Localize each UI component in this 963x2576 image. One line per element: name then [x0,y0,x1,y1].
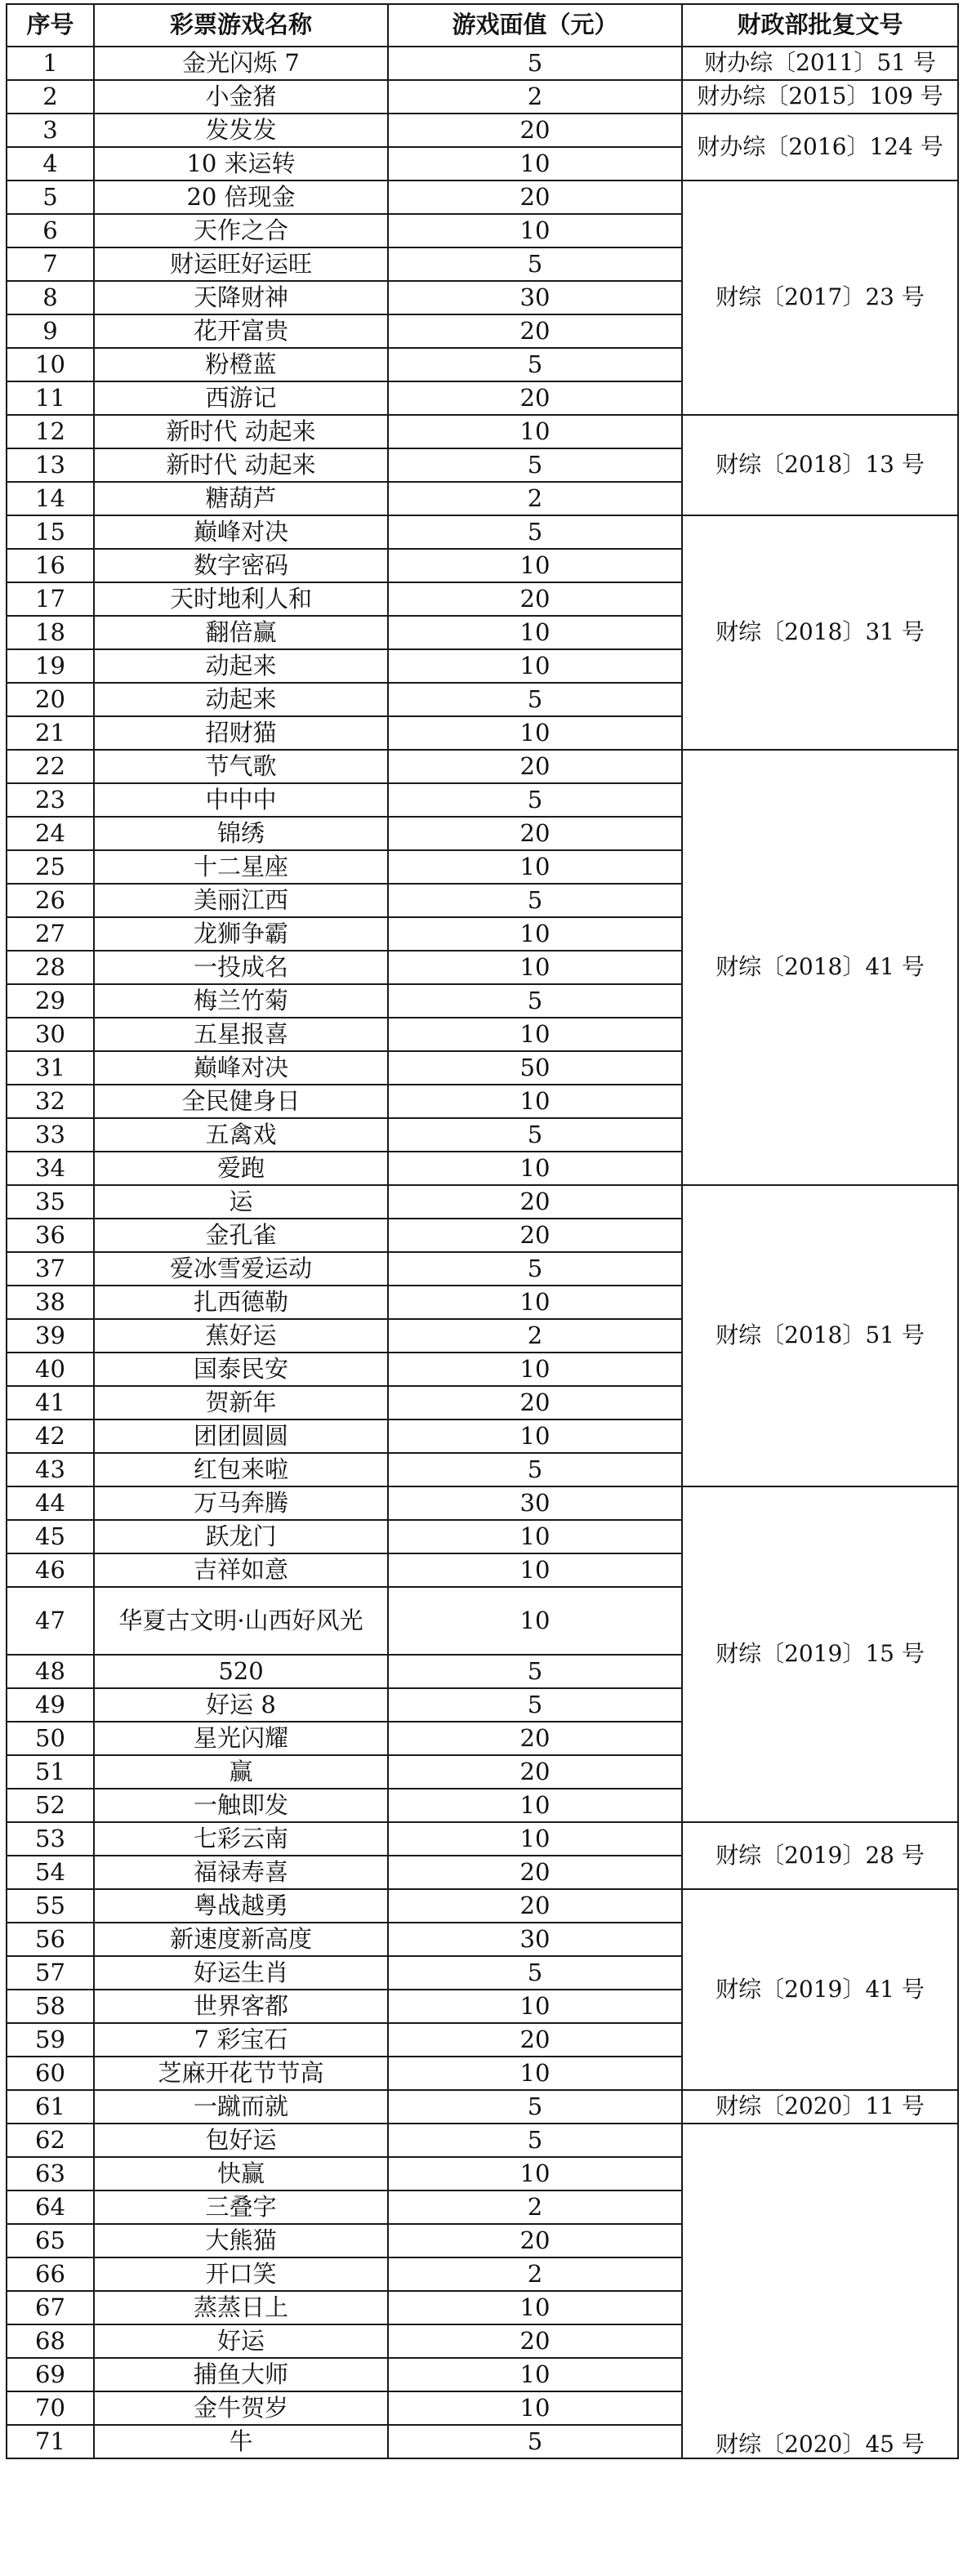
cell-face-value: 2 [388,2257,682,2291]
cell-game-name: 五星报喜 [94,1018,388,1051]
cell-game-name: 七彩云南 [94,1822,388,1856]
cell-game-name: 华夏古文明·山西好风光 [94,1587,388,1655]
cell-game-name: 天时地利人和 [94,582,388,616]
cell-serial-number: 40 [7,1353,94,1386]
cell-face-value: 10 [388,1587,682,1655]
cell-face-value: 20 [388,1755,682,1789]
cell-approval-document: 财综〔2020〕45 号 [682,2124,958,2458]
cell-game-name: 扎西德勒 [94,1286,388,1319]
cell-serial-number: 63 [7,2157,94,2190]
cell-face-value: 2 [388,482,682,515]
cell-face-value: 5 [388,2090,682,2124]
cell-face-value: 10 [388,1520,682,1553]
table-header [7,4,958,47]
cell-face-value: 20 [388,1219,682,1252]
cell-game-name: 团团圆圆 [94,1419,388,1453]
cell-serial-number: 16 [7,549,94,582]
cell-serial-number: 53 [7,1822,94,1856]
cell-face-value: 5 [388,448,682,482]
cell-game-name: 锦绣 [94,817,388,850]
cell-game-name: 粤战越勇 [94,1889,388,1923]
cell-game-name: 新速度新高度 [94,1923,388,1956]
cell-game-name: 运 [94,1185,388,1219]
cell-game-name: 巅峰对决 [94,1051,388,1085]
table-row [7,80,958,114]
cell-approval-document: 财综〔2019〕41 号 [682,1889,958,2090]
cell-serial-number: 44 [7,1486,94,1520]
cell-serial-number: 49 [7,1688,94,1722]
cell-face-value: 20 [388,381,682,415]
cell-serial-number: 13 [7,448,94,482]
cell-game-name: 万马奔腾 [94,1486,388,1520]
cell-face-value: 10 [388,649,682,683]
cell-game-name: 发发发 [94,114,388,147]
cell-game-name: 好运 [94,2324,388,2358]
cell-serial-number: 12 [7,415,94,448]
cell-game-name: 五禽戏 [94,1118,388,1152]
cell-serial-number: 3 [7,114,94,147]
cell-face-value: 5 [388,2425,682,2458]
cell-face-value: 10 [388,616,682,649]
cell-approval-document: 财综〔2019〕28 号 [682,1822,958,1889]
cell-game-name: 牛 [94,2425,388,2458]
cell-serial-number: 70 [7,2391,94,2425]
cell-game-name: 福禄寿喜 [94,1856,388,1889]
cell-face-value: 10 [388,2358,682,2391]
cell-serial-number: 56 [7,1923,94,1956]
cell-game-name: 好运 8 [94,1688,388,1722]
cell-game-name: 10 来运转 [94,147,388,180]
cell-serial-number: 66 [7,2257,94,2291]
cell-face-value: 30 [388,281,682,314]
cell-face-value: 10 [388,1990,682,2023]
table-row [7,750,958,783]
cell-face-value: 20 [388,2324,682,2358]
cell-serial-number: 10 [7,348,94,381]
cell-face-value: 10 [388,1822,682,1856]
header-row [7,4,958,47]
cell-game-name: 财运旺好运旺 [94,247,388,281]
cell-face-value: 50 [388,1051,682,1085]
cell-face-value: 10 [388,1789,682,1822]
cell-face-value: 10 [388,850,682,884]
cell-serial-number: 26 [7,884,94,917]
cell-serial-number: 28 [7,951,94,984]
cell-game-name: 好运生肖 [94,1956,388,1990]
lottery-games-table [6,3,959,2459]
table-body [7,47,958,2458]
cell-face-value: 30 [388,1923,682,1956]
cell-face-value: 10 [388,1286,682,1319]
cell-face-value: 5 [388,47,682,80]
cell-face-value: 10 [388,2157,682,2190]
cell-approval-document: 财办综〔2015〕109 号 [682,80,958,114]
cell-face-value: 10 [388,1018,682,1051]
table-row [7,180,958,214]
cell-face-value: 10 [388,1085,682,1118]
cell-game-name: 世界客都 [94,1990,388,2023]
cell-face-value: 10 [388,951,682,984]
cell-game-name: 国泰民安 [94,1353,388,1386]
cell-face-value: 5 [388,1252,682,1286]
table-row [7,1889,958,1923]
cell-serial-number: 54 [7,1856,94,1889]
cell-serial-number: 11 [7,381,94,415]
cell-approval-document: 财综〔2020〕11 号 [682,2090,958,2124]
cell-game-name: 爱冰雪爱运动 [94,1252,388,1286]
cell-serial-number: 62 [7,2124,94,2157]
cell-serial-number: 39 [7,1319,94,1353]
cell-face-value: 2 [388,80,682,114]
cell-face-value: 10 [388,214,682,247]
cell-serial-number: 69 [7,2358,94,2391]
cell-game-name: 开口笑 [94,2257,388,2291]
cell-face-value: 20 [388,1386,682,1419]
cell-game-name: 龙狮争霸 [94,917,388,951]
cell-serial-number: 52 [7,1789,94,1822]
cell-serial-number: 41 [7,1386,94,1419]
cell-game-name: 中中中 [94,783,388,817]
cell-serial-number: 59 [7,2023,94,2057]
cell-game-name: 花开富贵 [94,314,388,348]
cell-face-value: 2 [388,1319,682,1353]
cell-game-name: 十二星座 [94,850,388,884]
cell-approval-document: 财办综〔2011〕51 号 [682,47,958,80]
cell-serial-number: 29 [7,984,94,1018]
cell-game-name: 贺新年 [94,1386,388,1419]
cell-serial-number: 68 [7,2324,94,2358]
cell-face-value: 10 [388,549,682,582]
cell-face-value: 10 [388,2391,682,2425]
cell-game-name: 巅峰对决 [94,515,388,549]
header-face-value: 游戏面值（元） [388,4,682,47]
cell-serial-number: 17 [7,582,94,616]
cell-serial-number: 51 [7,1755,94,1789]
cell-game-name: 粉橙蓝 [94,348,388,381]
cell-game-name: 一投成名 [94,951,388,984]
cell-game-name: 赢 [94,1755,388,1789]
cell-game-name: 翻倍赢 [94,616,388,649]
cell-game-name: 芝麻开花节节高 [94,2057,388,2090]
cell-game-name: 天作之合 [94,214,388,247]
cell-serial-number: 34 [7,1152,94,1185]
cell-face-value: 5 [388,683,682,716]
cell-game-name: 吉祥如意 [94,1553,388,1587]
cell-approval-document: 财综〔2018〕51 号 [682,1185,958,1486]
cell-game-name: 跃龙门 [94,1520,388,1553]
cell-serial-number: 43 [7,1453,94,1486]
table-row [7,114,958,147]
cell-face-value: 10 [388,1353,682,1386]
cell-game-name: 金光闪烁 7 [94,47,388,80]
cell-serial-number: 30 [7,1018,94,1051]
cell-serial-number: 2 [7,80,94,114]
cell-game-name: 招财猫 [94,716,388,750]
cell-face-value: 20 [388,1856,682,1889]
cell-serial-number: 22 [7,750,94,783]
cell-serial-number: 55 [7,1889,94,1923]
cell-serial-number: 31 [7,1051,94,1085]
table-row [7,2090,958,2124]
cell-game-name: 星光闪耀 [94,1722,388,1755]
cell-serial-number: 19 [7,649,94,683]
cell-game-name: 全民健身日 [94,1085,388,1118]
cell-game-name: 大熊猫 [94,2224,388,2257]
lottery-table-container [6,3,957,2459]
cell-serial-number: 24 [7,817,94,850]
cell-game-name: 金牛贺岁 [94,2391,388,2425]
cell-face-value: 5 [388,1688,682,1722]
cell-face-value: 10 [388,1553,682,1587]
cell-game-name: 蒸蒸日上 [94,2291,388,2324]
table-row [7,47,958,80]
cell-serial-number: 21 [7,716,94,750]
cell-serial-number: 46 [7,1553,94,1587]
cell-game-name: 快赢 [94,2157,388,2190]
cell-face-value: 30 [388,1486,682,1520]
cell-face-value: 20 [388,1722,682,1755]
cell-face-value: 5 [388,515,682,549]
cell-face-value: 20 [388,180,682,214]
cell-serial-number: 37 [7,1252,94,1286]
cell-face-value: 20 [388,314,682,348]
cell-serial-number: 36 [7,1219,94,1252]
cell-face-value: 10 [388,147,682,180]
cell-face-value: 20 [388,582,682,616]
cell-face-value: 20 [388,1185,682,1219]
table-row [7,1185,958,1219]
cell-serial-number: 48 [7,1655,94,1688]
cell-game-name: 节气歌 [94,750,388,783]
cell-face-value: 20 [388,750,682,783]
cell-approval-document: 财综〔2018〕31 号 [682,515,958,750]
cell-face-value: 20 [388,114,682,147]
table-row [7,1486,958,1520]
cell-serial-number: 32 [7,1085,94,1118]
cell-face-value: 5 [388,783,682,817]
cell-serial-number: 27 [7,917,94,951]
cell-serial-number: 61 [7,2090,94,2124]
cell-serial-number: 20 [7,683,94,716]
cell-serial-number: 33 [7,1118,94,1152]
cell-game-name: 美丽江西 [94,884,388,917]
cell-game-name: 动起来 [94,683,388,716]
cell-game-name: 7 彩宝石 [94,2023,388,2057]
cell-face-value: 10 [388,917,682,951]
header-approval-document: 财政部批复文号 [682,4,958,47]
cell-approval-document: 财综〔2017〕23 号 [682,180,958,415]
cell-serial-number: 47 [7,1587,94,1655]
cell-game-name: 天降财神 [94,281,388,314]
cell-approval-document: 财综〔2018〕41 号 [682,750,958,1185]
cell-serial-number: 42 [7,1419,94,1453]
cell-serial-number: 60 [7,2057,94,2090]
cell-game-name: 新时代 动起来 [94,448,388,482]
cell-face-value: 20 [388,2023,682,2057]
cell-face-value: 5 [388,2124,682,2157]
cell-face-value: 5 [388,984,682,1018]
cell-face-value: 5 [388,884,682,917]
cell-game-name: 糖葫芦 [94,482,388,515]
cell-serial-number: 45 [7,1520,94,1553]
cell-face-value: 10 [388,716,682,750]
cell-game-name: 新时代 动起来 [94,415,388,448]
cell-serial-number: 38 [7,1286,94,1319]
cell-face-value: 20 [388,2224,682,2257]
cell-game-name: 西游记 [94,381,388,415]
cell-face-value: 5 [388,1118,682,1152]
cell-game-name: 包好运 [94,2124,388,2157]
cell-game-name: 数字密码 [94,549,388,582]
cell-game-name: 20 倍现金 [94,180,388,214]
header-serial-number: 序号 [7,4,94,47]
cell-serial-number: 23 [7,783,94,817]
table-row [7,2124,958,2157]
cell-serial-number: 65 [7,2224,94,2257]
cell-serial-number: 57 [7,1956,94,1990]
cell-serial-number: 9 [7,314,94,348]
cell-face-value: 20 [388,817,682,850]
cell-approval-document: 财办综〔2016〕124 号 [682,114,958,180]
cell-serial-number: 50 [7,1722,94,1755]
cell-approval-document: 财综〔2019〕15 号 [682,1486,958,1822]
cell-face-value: 5 [388,1655,682,1688]
cell-face-value: 5 [388,348,682,381]
cell-serial-number: 15 [7,515,94,549]
cell-serial-number: 4 [7,147,94,180]
cell-face-value: 5 [388,247,682,281]
cell-game-name: 蕉好运 [94,1319,388,1353]
table-row [7,415,958,448]
cell-serial-number: 1 [7,47,94,80]
cell-face-value: 10 [388,415,682,448]
cell-serial-number: 35 [7,1185,94,1219]
cell-game-name: 一触即发 [94,1789,388,1822]
cell-game-name: 金孔雀 [94,1219,388,1252]
cell-serial-number: 71 [7,2425,94,2458]
cell-serial-number: 64 [7,2190,94,2224]
cell-serial-number: 8 [7,281,94,314]
cell-game-name: 捕鱼大师 [94,2358,388,2391]
cell-face-value: 10 [388,1152,682,1185]
cell-game-name: 一蹴而就 [94,2090,388,2124]
cell-serial-number: 25 [7,850,94,884]
cell-face-value: 5 [388,1453,682,1486]
table-row [7,515,958,549]
cell-face-value: 10 [388,1419,682,1453]
cell-face-value: 10 [388,2291,682,2324]
cell-face-value: 20 [388,1889,682,1923]
cell-serial-number: 6 [7,214,94,247]
cell-serial-number: 67 [7,2291,94,2324]
cell-game-name: 梅兰竹菊 [94,984,388,1018]
cell-face-value: 5 [388,1956,682,1990]
cell-game-name: 爱跑 [94,1152,388,1185]
header-game-name: 彩票游戏名称 [94,4,388,47]
cell-game-name: 三叠字 [94,2190,388,2224]
cell-serial-number: 7 [7,247,94,281]
cell-face-value: 10 [388,2057,682,2090]
cell-approval-document: 财综〔2018〕13 号 [682,415,958,515]
cell-face-value: 2 [388,2190,682,2224]
cell-serial-number: 14 [7,482,94,515]
cell-game-name: 动起来 [94,649,388,683]
cell-game-name: 红包来啦 [94,1453,388,1486]
cell-serial-number: 18 [7,616,94,649]
cell-serial-number: 58 [7,1990,94,2023]
table-row [7,1822,958,1856]
cell-serial-number: 5 [7,180,94,214]
cell-game-name: 520 [94,1655,388,1688]
cell-game-name: 小金猪 [94,80,388,114]
